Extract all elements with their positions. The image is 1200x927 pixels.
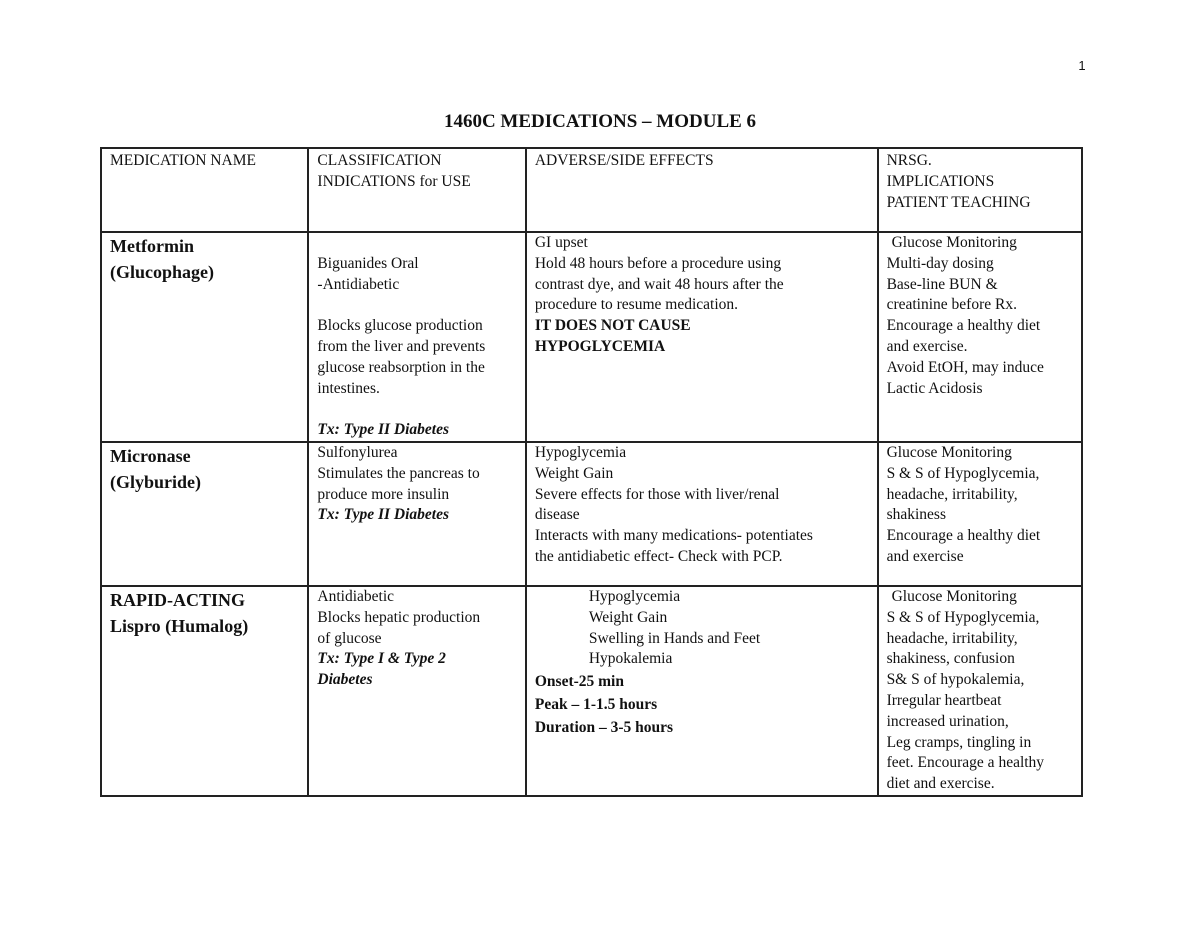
adverse-line: contrast dye, and wait 48 hours after the <box>534 275 784 293</box>
medication-name-cell <box>101 586 308 796</box>
medication-name-cell <box>101 232 308 442</box>
drug-category: RAPID-ACTING <box>110 589 245 610</box>
blank-line <box>317 399 518 420</box>
adverse-line: Weight Gain <box>534 464 614 482</box>
adverse-line: Weight Gain <box>588 608 668 626</box>
warning-text: IT DOES NOT CAUSE <box>534 317 691 335</box>
nursing-line: S & S of Hypoglycemia, <box>886 464 1040 482</box>
header-label: NRSG. <box>886 152 932 169</box>
drug-brand-name: (Glucophage) <box>110 262 215 282</box>
nursing-line: Irregular heartbeat <box>886 691 1002 709</box>
nursing-line: increased urination, <box>886 712 1009 730</box>
nursing-line: Glucose Monitoring <box>891 234 1017 251</box>
header-nursing-implications <box>878 148 1082 232</box>
classification-line: -Antidiabetic <box>317 275 400 293</box>
adverse-line: Interacts with many medications- potentiates <box>534 527 813 545</box>
adverse-effects-cell <box>526 442 878 586</box>
adverse-effects-cell <box>526 586 878 796</box>
nursing-line: Leg cramps, tingling in <box>886 733 1032 751</box>
medications-table <box>100 147 1083 797</box>
nursing-line: and exercise <box>886 547 964 565</box>
header-label: PATIENT TEACHING <box>886 193 1031 211</box>
adverse-line: disease <box>534 506 580 524</box>
nursing-line: Lactic Acidosis <box>886 379 983 397</box>
nursing-cell <box>878 442 1082 586</box>
header-adverse-effects <box>526 148 878 232</box>
nursing-line: diet and exercise. <box>886 775 995 793</box>
nursing-line: creatinine before Rx. <box>886 296 1017 314</box>
adverse-line: Hold 48 hours before a procedure using <box>534 254 782 272</box>
nursing-line: Base-line BUN & <box>886 275 998 293</box>
adverse-line: the antidiabetic effect- Check with PCP. <box>534 547 783 565</box>
header-label: IMPLICATIONS <box>886 172 995 190</box>
nursing-line: headache, irritability, <box>886 485 1018 503</box>
medication-name-cell <box>101 442 308 586</box>
adverse-line: Hypoglycemia <box>588 587 681 605</box>
table-row <box>101 232 1082 442</box>
nursing-cell <box>878 586 1082 796</box>
nursing-line: S & S of Hypoglycemia, <box>886 608 1040 626</box>
classification-cell <box>308 232 525 442</box>
drug-name: Metformin <box>110 236 194 256</box>
table-row <box>101 442 1082 586</box>
nursing-line: Glucose Monitoring <box>886 443 1012 461</box>
page-title: 1460C MEDICATIONS – MODULE 6 <box>443 111 757 132</box>
nursing-line: Encourage a healthy diet <box>886 317 1041 335</box>
adverse-line: Swelling in Hands and Feet <box>588 629 761 647</box>
blank-line <box>317 295 518 316</box>
classification-line: Stimulates the pancreas to <box>317 464 480 482</box>
classification-line: Blocks glucose production <box>317 317 483 335</box>
table-header-row <box>101 148 1082 232</box>
duration-text: Duration – 3-5 hours <box>534 719 674 737</box>
nursing-line: and exercise. <box>886 337 968 355</box>
indication-text: Tx: Type II Diabetes <box>317 506 449 524</box>
drug-name: Lispro (Humalog) <box>110 615 249 636</box>
classification-line: of glucose <box>317 629 382 647</box>
onset-text: Onset-25 min <box>534 673 624 691</box>
classification-line: from the liver and prevents <box>317 337 486 355</box>
adverse-line: Hypokalemia <box>588 650 673 668</box>
nursing-cell <box>878 232 1082 442</box>
classification-cell <box>308 586 525 796</box>
blank-line <box>317 233 518 254</box>
header-label: CLASSIFICATION <box>317 152 442 169</box>
classification-line: Antidiabetic <box>317 587 395 605</box>
nursing-line: headache, irritability, <box>886 629 1018 647</box>
nursing-line: shakiness, confusion <box>886 650 1015 668</box>
classification-line: produce more insulin <box>317 485 450 503</box>
adverse-line: procedure to resume medication. <box>534 296 739 314</box>
page-number: 1 <box>1078 58 1086 73</box>
classification-line: Sulfonylurea <box>317 443 398 461</box>
warning-text: HYPOGLYCEMIA <box>534 337 666 355</box>
nursing-line: Avoid EtOH, may induce <box>886 358 1044 376</box>
indication-text: Tx: Type I & Type 2 <box>317 650 446 668</box>
nursing-line: S& S of hypokalemia, <box>886 671 1025 689</box>
adverse-effects-cell <box>526 232 878 442</box>
classification-line: Biguanides Oral <box>317 254 419 272</box>
nursing-line: feet. Encourage a healthy <box>886 754 1045 772</box>
adverse-line: Severe effects for those with liver/renal <box>534 485 780 503</box>
header-label: ADVERSE/SIDE EFFECTS <box>534 152 714 169</box>
header-medication-name <box>101 148 308 232</box>
classification-line: Blocks hepatic production <box>317 608 481 626</box>
header-label: MEDICATION NAME <box>110 152 256 169</box>
nursing-line: shakiness <box>886 506 946 524</box>
drug-brand-name: (Glyburide) <box>110 471 202 492</box>
header-label: INDICATIONS for USE <box>317 172 471 190</box>
classification-line: intestines. <box>317 379 380 397</box>
indication-text: Tx: Type II Diabetes <box>317 421 449 439</box>
drug-name: Micronase <box>110 445 191 466</box>
header-classification <box>308 148 525 232</box>
adverse-line: Hypoglycemia <box>534 443 627 461</box>
classification-line: glucose reabsorption in the <box>317 358 485 376</box>
indication-text: Diabetes <box>317 671 373 689</box>
classification-cell <box>308 442 525 586</box>
table-row <box>101 586 1082 796</box>
peak-text: Peak – 1-1.5 hours <box>534 696 658 714</box>
nursing-line: Glucose Monitoring <box>891 587 1017 605</box>
adverse-line: GI upset <box>534 234 588 251</box>
nursing-line: Encourage a healthy diet <box>886 527 1041 545</box>
nursing-line: Multi-day dosing <box>886 254 994 272</box>
